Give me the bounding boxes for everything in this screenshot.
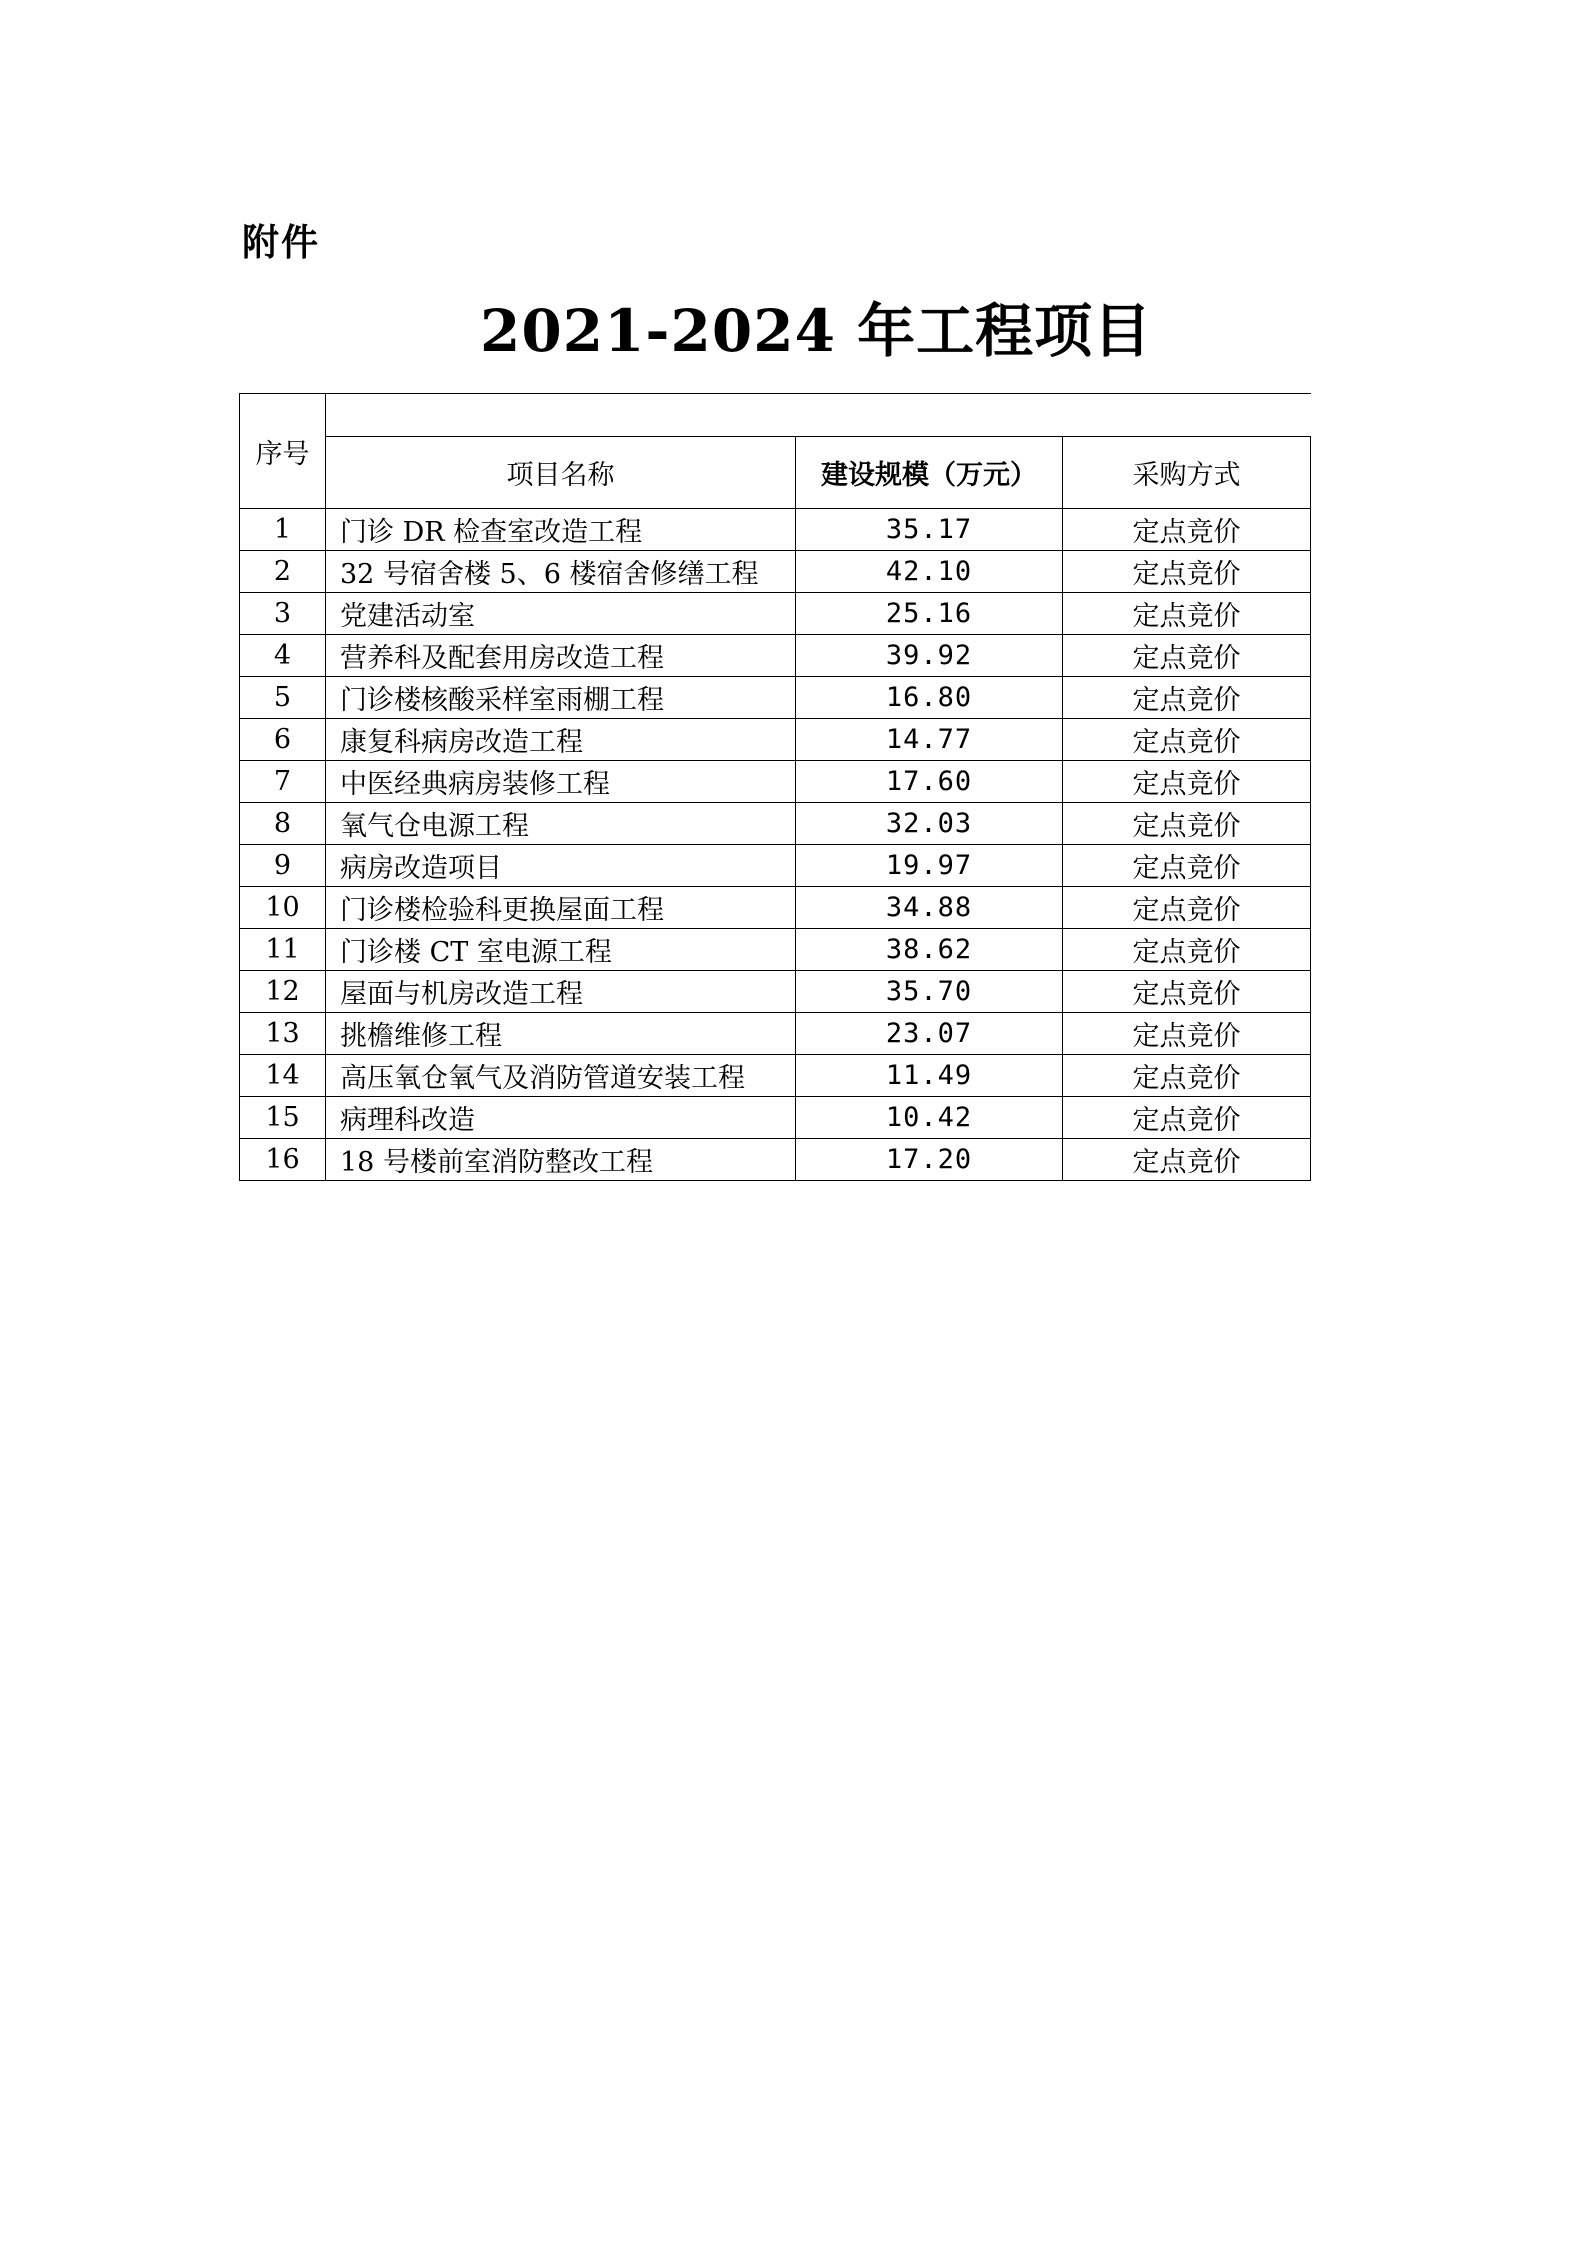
table-row bbox=[240, 1097, 1311, 1139]
row-name-cell: 党建活动室 bbox=[326, 593, 796, 635]
row-scale-cell: 25.16 bbox=[796, 593, 1063, 635]
project-table bbox=[239, 393, 1311, 1181]
row-scale-cell: 23.07 bbox=[796, 1013, 1063, 1055]
row-method-cell: 定点竞价 bbox=[1063, 677, 1311, 719]
header-name: 项目名称 bbox=[326, 437, 796, 509]
row-name-cell: 病房改造项目 bbox=[326, 845, 796, 887]
row-method-cell: 定点竞价 bbox=[1063, 761, 1311, 803]
row-method-cell: 定点竞价 bbox=[1063, 1139, 1311, 1181]
header-seq: 序号 bbox=[240, 394, 326, 509]
row-seq-cell: 9 bbox=[240, 845, 326, 887]
row-method-cell: 定点竞价 bbox=[1063, 719, 1311, 761]
row-name-cell: 病理科改造 bbox=[326, 1097, 796, 1139]
row-seq-cell: 1 bbox=[240, 509, 326, 551]
row-scale-cell: 11.49 bbox=[796, 1055, 1063, 1097]
row-seq-cell: 10 bbox=[240, 887, 326, 929]
row-seq-cell: 8 bbox=[240, 803, 326, 845]
row-seq-cell: 3 bbox=[240, 593, 326, 635]
table-row bbox=[240, 929, 1311, 971]
row-method-cell: 定点竞价 bbox=[1063, 1013, 1311, 1055]
row-name-cell: 氧气仓电源工程 bbox=[326, 803, 796, 845]
table-row bbox=[240, 1055, 1311, 1097]
row-scale-cell: 17.20 bbox=[796, 1139, 1063, 1181]
header-scale: 建设规模（万元） bbox=[796, 437, 1063, 509]
row-scale-cell: 16.80 bbox=[796, 677, 1063, 719]
table-row bbox=[240, 1013, 1311, 1055]
row-seq-cell: 4 bbox=[240, 635, 326, 677]
row-seq-cell: 11 bbox=[240, 929, 326, 971]
row-seq-cell: 13 bbox=[240, 1013, 326, 1055]
row-name-cell: 中医经典病房装修工程 bbox=[326, 761, 796, 803]
row-seq-cell: 15 bbox=[240, 1097, 326, 1139]
row-name-cell: 屋面与机房改造工程 bbox=[326, 971, 796, 1013]
row-method-cell: 定点竞价 bbox=[1063, 929, 1311, 971]
row-name-cell: 高压氧仓氧气及消防管道安装工程 bbox=[326, 1055, 796, 1097]
row-method-cell: 定点竞价 bbox=[1063, 635, 1311, 677]
table-row bbox=[240, 761, 1311, 803]
header-method: 采购方式 bbox=[1063, 437, 1311, 509]
row-name-cell: 32 号宿舍楼 5、6 楼宿舍修缮工程 bbox=[326, 551, 796, 593]
table-row bbox=[240, 677, 1311, 719]
row-method-cell: 定点竞价 bbox=[1063, 551, 1311, 593]
row-method-cell: 定点竞价 bbox=[1063, 971, 1311, 1013]
row-seq-cell: 6 bbox=[240, 719, 326, 761]
row-name-cell: 门诊楼 CT 室电源工程 bbox=[326, 929, 796, 971]
row-method-cell: 定点竞价 bbox=[1063, 509, 1311, 551]
table-top-spacer-row bbox=[240, 394, 1311, 437]
table-row bbox=[240, 635, 1311, 677]
row-seq-cell: 16 bbox=[240, 1139, 326, 1181]
row-seq-cell: 5 bbox=[240, 677, 326, 719]
row-scale-cell: 19.97 bbox=[796, 845, 1063, 887]
row-name-cell: 门诊 DR 检查室改造工程 bbox=[326, 509, 796, 551]
row-scale-cell: 34.88 bbox=[796, 887, 1063, 929]
table-row bbox=[240, 803, 1311, 845]
row-name-cell: 门诊楼检验科更换屋面工程 bbox=[326, 887, 796, 929]
table-row bbox=[240, 1139, 1311, 1181]
row-name-cell: 康复科病房改造工程 bbox=[326, 719, 796, 761]
row-scale-cell: 42.10 bbox=[796, 551, 1063, 593]
row-scale-cell: 39.92 bbox=[796, 635, 1063, 677]
row-seq-cell: 12 bbox=[240, 971, 326, 1013]
document-title: 2021-2024 年工程项目 bbox=[480, 297, 1153, 365]
table-body bbox=[240, 394, 1311, 1181]
row-method-cell: 定点竞价 bbox=[1063, 1055, 1311, 1097]
row-scale-cell: 38.62 bbox=[796, 929, 1063, 971]
table-row bbox=[240, 971, 1311, 1013]
row-scale-cell: 35.17 bbox=[796, 509, 1063, 551]
row-scale-cell: 32.03 bbox=[796, 803, 1063, 845]
row-seq-cell: 2 bbox=[240, 551, 326, 593]
header-spacer-cell bbox=[326, 394, 1311, 437]
table-row bbox=[240, 845, 1311, 887]
row-scale-cell: 35.70 bbox=[796, 971, 1063, 1013]
table-row bbox=[240, 593, 1311, 635]
header-row bbox=[240, 437, 1311, 509]
row-method-cell: 定点竞价 bbox=[1063, 593, 1311, 635]
row-seq-cell: 14 bbox=[240, 1055, 326, 1097]
table-row bbox=[240, 551, 1311, 593]
attachment-label: 附件 bbox=[242, 221, 320, 264]
row-method-cell: 定点竞价 bbox=[1063, 803, 1311, 845]
row-name-cell: 挑檐维修工程 bbox=[326, 1013, 796, 1055]
row-scale-cell: 10.42 bbox=[796, 1097, 1063, 1139]
row-name-cell: 营养科及配套用房改造工程 bbox=[326, 635, 796, 677]
table-row bbox=[240, 719, 1311, 761]
row-scale-cell: 14.77 bbox=[796, 719, 1063, 761]
row-method-cell: 定点竞价 bbox=[1063, 1097, 1311, 1139]
row-scale-cell: 17.60 bbox=[796, 761, 1063, 803]
row-name-cell: 18 号楼前室消防整改工程 bbox=[326, 1139, 796, 1181]
table-row bbox=[240, 887, 1311, 929]
row-name-cell: 门诊楼核酸采样室雨棚工程 bbox=[326, 677, 796, 719]
row-method-cell: 定点竞价 bbox=[1063, 845, 1311, 887]
table-row bbox=[240, 509, 1311, 551]
row-method-cell: 定点竞价 bbox=[1063, 887, 1311, 929]
row-seq-cell: 7 bbox=[240, 761, 326, 803]
